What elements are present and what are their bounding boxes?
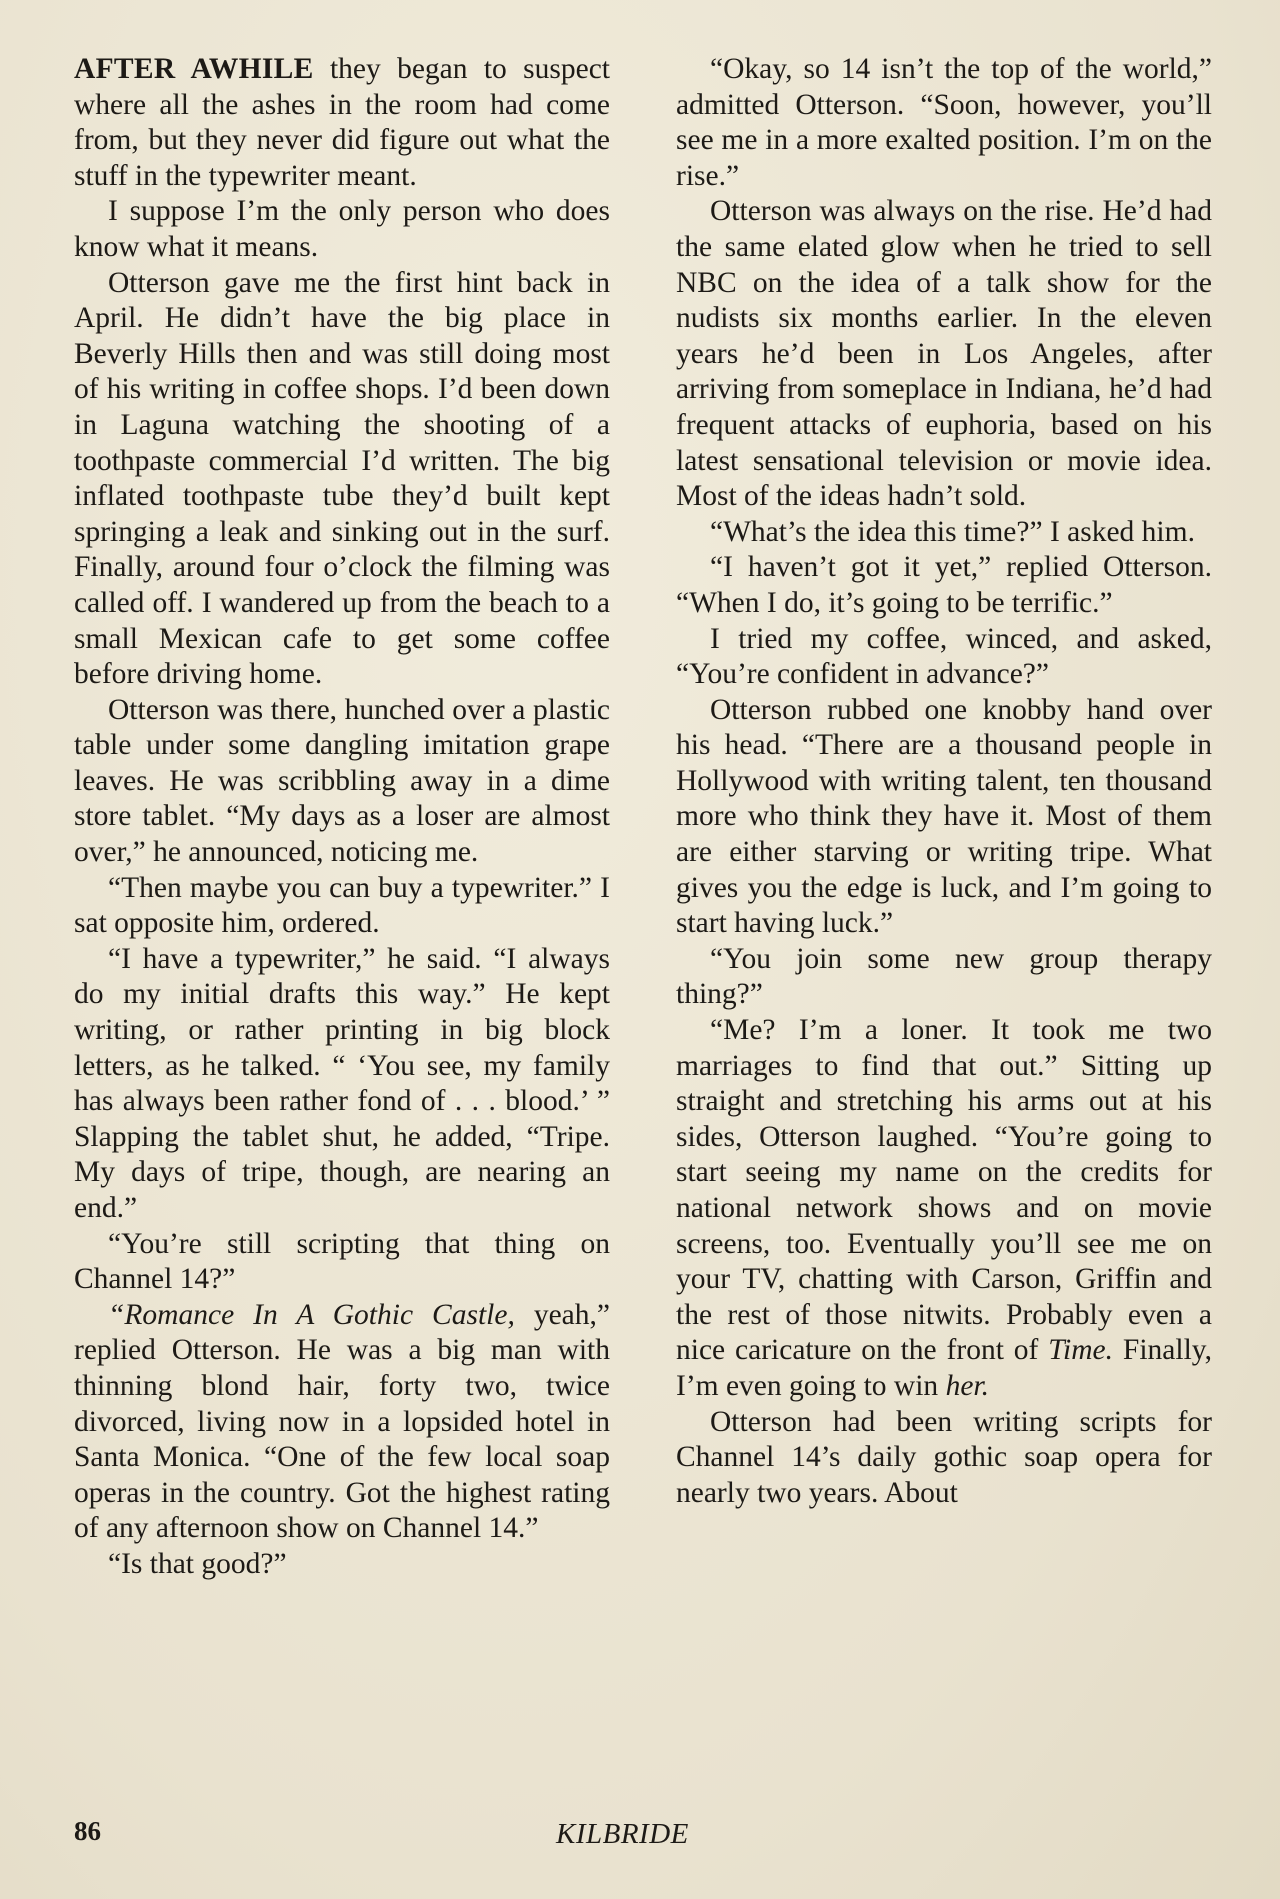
lead-in: AFTER AWHILE <box>74 53 314 85</box>
paragraph: “What’s the idea this time?” I asked him. <box>710 515 1195 548</box>
paragraph: I suppose I’m the only person who does know what it means. <box>74 195 610 263</box>
paragraph: “You join some new group therapy thing?” <box>676 942 1212 1011</box>
paragraph: “Okay, so 14 isn’t the top of the world,” admitted Otterson. “Soon, however, you’ll see me in a more exalted position. I’m on the rise.” <box>676 53 1212 192</box>
paragraph: Otterson had been writing scripts for Channel 14’s daily gothic soap opera for nearly two years. About <box>676 1405 1212 1509</box>
paragraph-text: Finally, I’m even going to win <box>676 1334 1212 1402</box>
paragraph: Otterson was there, hunched over a plastic table under some dangling imitation grape leaves. He was scribbling away in a dime store tablet. “My days as a loser are almost over,” he announced, noticing me. <box>74 693 610 869</box>
show-title: “Romance In A Gothic Castle, <box>108 1298 515 1331</box>
right-column <box>676 52 1212 1511</box>
paragraph: Otterson rubbed one knobby hand over his head. “There are a thousand people in Hollywood with writing talent, ten thousand more who think they have it. Most of them are either starving or writing tripe. What gives you the edge is luck, and I’m going to start having luck.” <box>676 693 1212 940</box>
paragraph: I tried my coffee, winced, and asked, “You’re confident in advance?” <box>676 622 1212 691</box>
running-head: KILBRIDE <box>556 1818 689 1850</box>
left-column <box>74 52 610 1583</box>
paragraph: Otterson was always on the rise. He’d had the same elated glow when he tried to sell NBC on the idea of a talk show for the nudists six months earlier. In the eleven years he’d been in Los Angeles, after arriving from someplace in Indiana, he’d had frequent attacks of euphoria, based on his latest sensational television or movie idea. Most of the ideas hadn’t sold. <box>676 195 1212 513</box>
paragraph: “Is that good?” <box>108 1547 287 1580</box>
paragraph <box>676 1013 1212 1405</box>
paragraph-text: they began to suspect where all the ashes in the room had come from, but they never did figure out what the stuff in the typewriter meant. <box>74 53 610 192</box>
paragraph-text: “Me? I’m a loner. It took me two marriages to find that out.” Sitting up straight and stretching his arms out at his sides, Otterson laughed. “You’re going to start seeing my name on the credits for national network shows and on movie screens, too. Eventually you’ll see me on your TV, chatting with Carson, Griffin and the rest of those nitwits. Probably even a nice caricature on the front of <box>676 1014 1212 1367</box>
paragraph <box>74 52 610 194</box>
paragraph <box>74 1298 610 1547</box>
magazine-title: Time. <box>1048 1334 1114 1367</box>
paragraph: Otterson gave me the first hint back in April. He didn’t have the big place in Beverly Hills then and was still doing most of his writing in coffee shops. I’d been down in Laguna watching the shooting of a toothpaste commercial I’d written. The big inflated toothpaste tube they’d built kept springing a leak and sinking out in the surf. Finally, around four o’clock the filming was called off. I wandered up from the beach to a small Mexican cafe to get some coffee before driving home. <box>74 266 610 691</box>
paragraph: “I haven’t got it yet,” replied Otterson. “When I do, it’s going to be terrific.” <box>676 551 1212 619</box>
paragraph: “You’re still scripting that thing on Channel 14?” <box>74 1227 610 1296</box>
paragraph-text: yeah,” replied Otterson. He was a big man with thinning blond hair, forty two, twice divorced, living now in a lopsided hotel in Santa Monica. “One of the few local soap operas in the country. Got the highest rating of any afternoon show on Channel 14.” <box>74 1298 610 1545</box>
paragraph: “I have a typewriter,” he said. “I always do my initial drafts this way.” He kept writing, or rather printing in big block letters, as he talked. “ ‘You see, my family has always been rather fond of . . . blood.’ ” Slapping the tablet shut, he added, “Tripe. My days of tripe, though, are nearing an end.” <box>74 942 610 1224</box>
paragraph: “Then maybe you can buy a typewriter.” I sat opposite him, ordered. <box>74 871 610 940</box>
emphasis: her. <box>945 1369 989 1402</box>
page-number: 86 <box>74 1816 101 1846</box>
